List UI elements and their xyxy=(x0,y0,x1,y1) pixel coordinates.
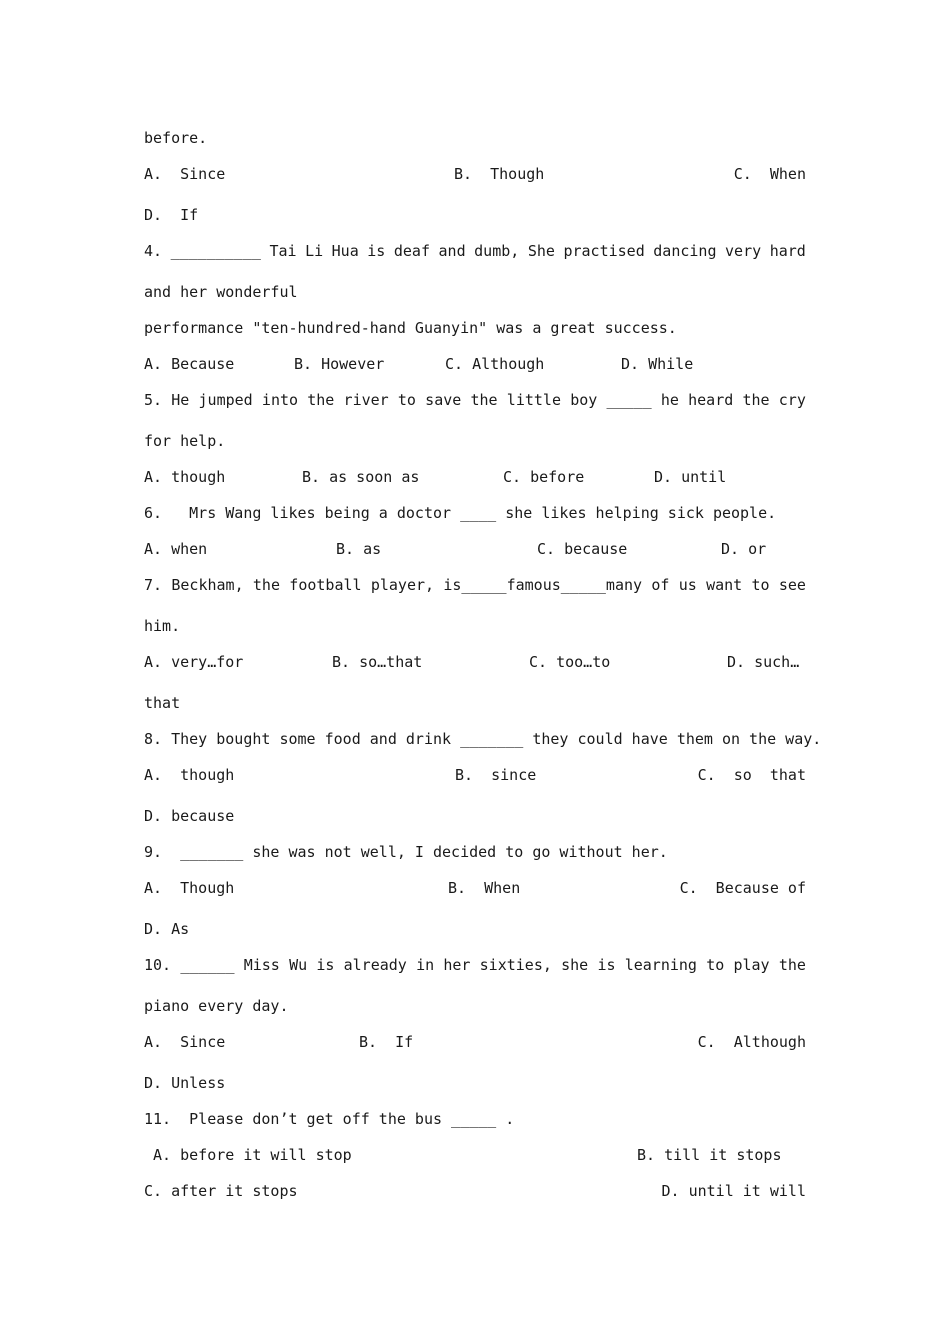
option-b: B. as soon as xyxy=(302,468,420,486)
word: heard xyxy=(688,391,734,409)
word: little xyxy=(506,391,561,409)
options-row-q10 xyxy=(144,1032,806,1052)
option-d: D. until xyxy=(654,468,727,486)
option-d: D. If xyxy=(144,206,199,224)
option-b: B. Though xyxy=(454,165,545,183)
word: into xyxy=(261,391,299,409)
options-row-q6 xyxy=(144,539,806,559)
option-a: A. Since xyxy=(144,1033,226,1051)
word: hard xyxy=(769,242,806,260)
word: to xyxy=(397,391,416,409)
word: She xyxy=(527,242,555,260)
option-b: B. since xyxy=(455,766,537,784)
option-b: B. as xyxy=(336,540,382,558)
word: is xyxy=(316,956,335,974)
word: very xyxy=(725,242,762,260)
word: the xyxy=(252,576,280,594)
word: in xyxy=(416,956,435,974)
option-c: C. so that xyxy=(697,766,806,784)
answer-blank: ______ xyxy=(180,956,235,974)
word: is xyxy=(367,242,386,260)
text-line: and her wonderful xyxy=(144,283,298,301)
word: to xyxy=(706,956,725,974)
word: jumped xyxy=(198,391,253,409)
word: already xyxy=(343,956,407,974)
word: cry xyxy=(778,391,806,409)
option-d: D. because xyxy=(144,807,235,825)
option-b: B. If xyxy=(359,1033,414,1051)
word: 4. xyxy=(144,242,163,260)
word: deaf xyxy=(393,242,430,260)
text-line: performance "ten-hundred-hand Guanyin" was a great success. xyxy=(144,319,677,337)
option-c: C. Although xyxy=(697,1033,806,1051)
word: He xyxy=(171,391,190,409)
options-row-q11-b xyxy=(144,1181,806,1201)
option-a: A. Though xyxy=(144,879,235,897)
option-a: A. very…for xyxy=(144,653,244,671)
word: play xyxy=(733,956,770,974)
word: the xyxy=(778,956,806,974)
option-d: D. As xyxy=(144,920,190,938)
word: she xyxy=(561,956,589,974)
text-line: for help. xyxy=(144,432,226,450)
word: 5. xyxy=(144,391,163,409)
text-line: piano every day. xyxy=(144,997,289,1015)
answer-blank: _____ xyxy=(606,391,652,409)
option-a: A. Because xyxy=(144,355,235,373)
word: sixties, xyxy=(479,956,552,974)
word: Miss xyxy=(243,956,280,974)
text-line: him. xyxy=(144,617,181,635)
word: Wu xyxy=(289,956,308,974)
option-a: A. though xyxy=(144,468,226,486)
word: is xyxy=(597,956,616,974)
option-d: D. Unless xyxy=(144,1074,226,1092)
question-9: 9. _______ she was not well, I decided to go without her. xyxy=(144,843,668,861)
word: boy xyxy=(570,391,598,409)
word: us xyxy=(678,576,697,594)
word: to xyxy=(751,576,770,594)
option-a: A. before it will stop xyxy=(144,1146,352,1164)
word: football xyxy=(289,576,362,594)
word: her xyxy=(443,956,471,974)
option-c: C. before xyxy=(503,468,585,486)
word: Hua xyxy=(331,242,359,260)
option-a: A. when xyxy=(144,540,208,558)
options-row-q5 xyxy=(144,467,806,487)
word: 10. xyxy=(144,956,172,974)
word: Beckham, xyxy=(171,576,244,594)
options-row-q3 xyxy=(144,164,806,184)
option-b: B. When xyxy=(448,879,521,897)
question-7 xyxy=(144,575,806,595)
word: Tai xyxy=(269,242,297,260)
options-row-q4 xyxy=(144,354,806,374)
word: Li xyxy=(305,242,324,260)
option-b: B. However xyxy=(294,355,385,373)
answer-blanks: is_____famous_____many xyxy=(443,576,643,594)
options-row-q8 xyxy=(144,765,806,785)
options-row-q11-a xyxy=(144,1145,806,1165)
word: want xyxy=(706,576,743,594)
word: the xyxy=(742,391,770,409)
option-c: C. too…to xyxy=(529,653,611,671)
option-d: D. such… xyxy=(727,653,800,671)
option-d: D. or xyxy=(721,540,767,558)
options-row-q7 xyxy=(144,652,806,672)
word: 7. xyxy=(144,576,163,594)
options-row-q9 xyxy=(144,878,806,898)
text-line: before. xyxy=(144,129,208,147)
option-c: C. after it stops xyxy=(144,1182,298,1200)
word: dumb, xyxy=(474,242,520,260)
question-4 xyxy=(144,241,806,261)
word: of xyxy=(651,576,670,594)
question-11: 11. Please don’t get off the bus _____ . xyxy=(144,1110,515,1128)
answer-blank: __________ xyxy=(170,242,261,260)
option-c: C. When xyxy=(733,165,806,183)
option-a: A. Since xyxy=(144,165,226,183)
word: save xyxy=(425,391,462,409)
option-d: D. until it will xyxy=(661,1182,806,1200)
option-c: C. Because of xyxy=(679,879,806,897)
option-c: C. Although xyxy=(445,355,545,373)
option-a: A. though xyxy=(144,766,235,784)
word: practised xyxy=(563,242,645,260)
text-line: that xyxy=(144,694,181,712)
word: the xyxy=(470,391,498,409)
question-10 xyxy=(144,955,806,975)
option-b: B. so…that xyxy=(332,653,423,671)
word: see xyxy=(778,576,806,594)
option-c: C. because xyxy=(537,540,628,558)
question-6: 6. Mrs Wang likes being a doctor ____ she likes helping sick people. xyxy=(144,504,777,522)
word: player, xyxy=(370,576,435,594)
word: and xyxy=(438,242,466,260)
word: the xyxy=(307,391,335,409)
question-5 xyxy=(144,390,806,410)
option-b: B. till it stops xyxy=(637,1146,782,1164)
word: he xyxy=(660,391,679,409)
word: learning xyxy=(624,956,697,974)
question-8: 8. They bought some food and drink _______ they could have them on the way. xyxy=(144,730,822,748)
word: dancing xyxy=(653,242,717,260)
option-d: D. While xyxy=(621,355,694,373)
word: river xyxy=(343,391,389,409)
